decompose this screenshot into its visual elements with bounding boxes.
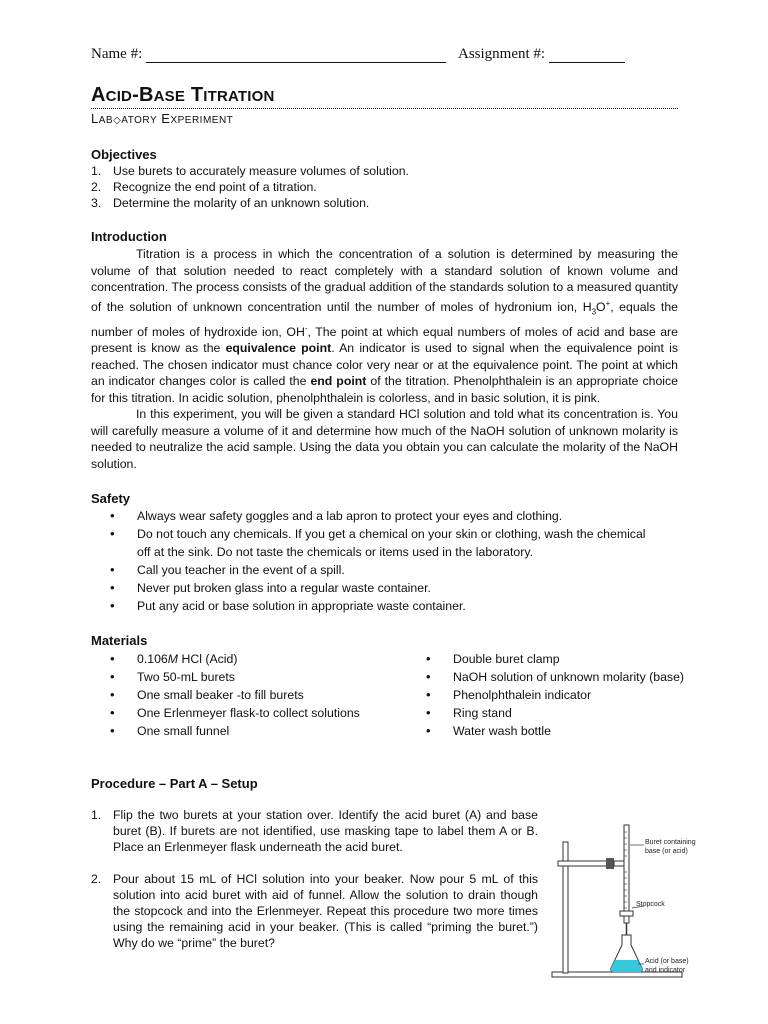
flask-label-1: Acid (or base) [645,958,689,965]
flask-label-2: and indicator [645,967,686,974]
procedure-heading: Procedure – Part A – Setup [91,776,258,791]
buret-clamp [558,861,612,866]
material-item: • One Erlenmeyer flask-to collect solutions [110,704,360,722]
flask-liquid [611,960,642,972]
material-item: • One small beaker -to fill burets [110,686,360,704]
objectives-heading: Objectives [91,147,157,162]
procedure-step: 2. Pour about 15 mL of HCl solution into your beaker. Now pour 5 mL of this solution into acid buret with aid of funnel. Allow the solution to drain though the stopcock and into the Erlenmeyer. Repeat this procedure two more times using the remaining acid in your beaker. (This is called “priming the buret.”) Why do we “prime” the buret? [91,872,538,950]
safety-section [91,491,681,615]
name-label: Name #: [91,46,143,62]
safety-item: • Always wear safety goggles and a lab apron to protect your eyes and clothing. [110,507,650,525]
procedure-list [91,807,538,951]
material-item: • Double buret clamp [426,650,716,668]
safety-list [110,507,650,615]
buret-label-2: base (or acid) [645,848,688,855]
name-blank[interactable] [146,47,446,63]
introduction-paragraph-1: Titration is a process in which the concentration of a solution is determined by measuring the volume of that solution needed to react completely with a standard solution of known volume and concentration. The process consists of the gradual addition of the standards solution to a measured quantity of the solution of unknown concentration until the number of moles of hydronium ion, $H_3O^+$, equals the number of moles of hydroxide ion, OH-, The point at which equal numbers of moles of acid and base are present is know as the equivalence point. An indicator is used to signal when the equivalence point is reached. The chosen indicator must chance color very near or at the equivalence point. The point at which an indicator changes color is called the end point of the titration. Phenolphthalein is an appropriate choice for this titration. In acidic solution, phenolphthalein is colorless, and in basic solution, it is pink. [91,247,678,405]
page-subtitle: LAB◇ATORY EXPERIMENT [91,111,234,126]
titration-apparatus-diagram [540,790,740,990]
procedure-step: 1. Flip the two burets at your station over. Identify the acid buret (A) and base buret (B). If burets are not identified, use masking tape to label them A or B. Place an Erlenmeyer flask underneath the acid buret. [91,808,538,854]
material-item: • Ring stand [426,704,716,722]
safety-item: • Do not touch any chemicals. If you get a chemical on your skin or clothing, wash the chemical off at the sink. Do not taste the chemicals or items used in the laboratory. [110,525,650,561]
material-item: • Water wash bottle [426,722,716,740]
page-title: ACID-BASE TITRATION [91,84,275,106]
assignment-label: Assignment #: [458,46,546,62]
materials-heading: Materials [91,633,148,648]
objectives-list [91,163,681,211]
buret-label-1: Buret containing [645,839,696,846]
clamp-screw [606,858,614,869]
safety-item: • Put any acid or base solution in appropriate waste container. [110,597,650,615]
name-field-row [91,46,446,63]
materials-list-left [110,650,360,740]
material-item: • 0.106M HCl (Acid) [110,650,360,668]
objective-item: 3. Determine the molarity of an unknown solution. [91,196,370,210]
objectives-section [91,147,681,211]
title-divider [91,108,678,109]
safety-heading: Safety [91,491,131,506]
material-item: • Two 50-mL burets [110,668,360,686]
stopcock [620,911,633,916]
introduction-paragraph-2: In this experiment, you will be given a standard HCl solution and told what its concentration is. You will carefully measure a volume of it and determine how much of the NaOH solution of unknown molarity is needed to neutralize the acid sample. Using the data you obtain you can calculate the molarity of the NaOH solution. [91,407,678,471]
safety-item: • Call you teacher in the event of a spill. [110,561,650,579]
stopcock-label: Stopcock [636,901,665,908]
introduction-section [91,229,678,472]
materials-list-right [426,650,716,740]
safety-item: • Never put broken glass into a regular waste container. [110,579,650,597]
material-item: • Phenolphthalein indicator [426,686,716,704]
assignment-field-row [458,46,625,63]
objective-item: 2. Recognize the end point of a titration. [91,180,317,194]
assignment-blank[interactable] [549,47,625,63]
material-item: • NaOH solution of unknown molarity (base) [426,668,713,686]
introduction-heading: Introduction [91,229,167,244]
objective-item: 1. Use burets to accurately measure volumes of solution. [91,164,409,178]
material-item: • One small funnel [110,722,360,740]
